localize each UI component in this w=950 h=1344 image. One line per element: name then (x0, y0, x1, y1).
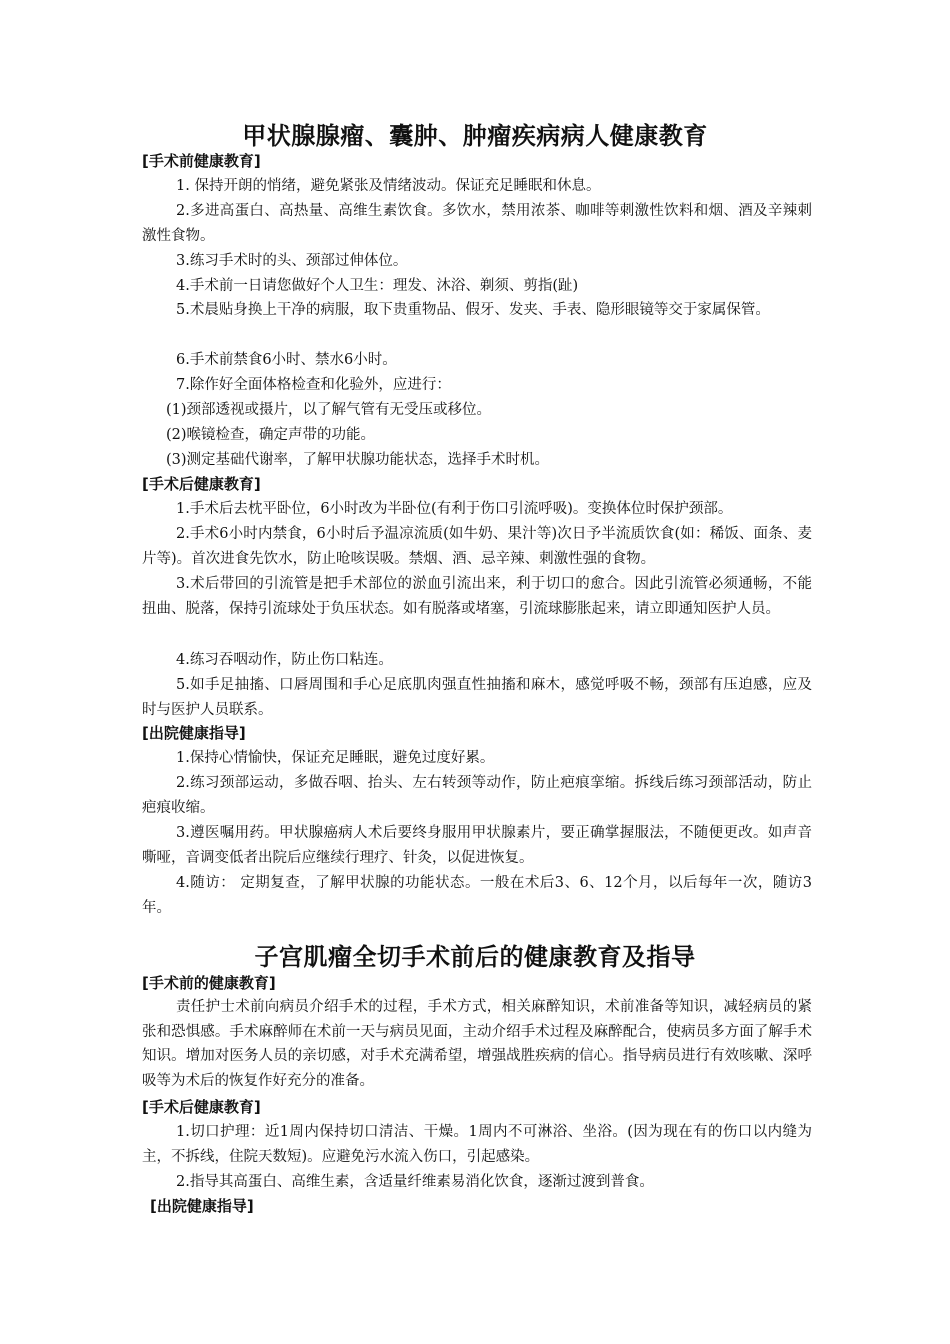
doc1-postop-item-2: 2.手术6小时内禁食，6小时后予温凉流质(如牛奶、果汁等)次日予半流质饮食(如：稀饭、面条、麦片等)。首次进食先饮水，防止呛咳误吸。禁烟、酒、忌辛辣、刺激性强的食物。 (142, 526, 812, 567)
doc2-preop-heading: [手术前的健康教育] (142, 974, 276, 992)
doc1-postop-item-1: 1.手术后去枕平卧位，6小时改为半卧位(有利于伤口引流呼吸)。变换体位时保护颈部。 (176, 501, 733, 517)
doc1-preop-subitem-1: (1)颈部透视或摄片，以了解气管有无受压或移位。 (166, 402, 492, 418)
doc1-discharge-item-3: 3.遵医嘱用药。甲状腺癌病人术后要终身服用甲状腺素片，要正确掌握服法，不随便更改。如声音嘶哑，音调变低者出院后应继续行理疗、针灸，以促进恢复。 (142, 825, 812, 866)
doc2-postop-item-2: 2.指导其高蛋白、高维生素，含适量纤维素易消化饮食，逐渐过渡到普食。 (176, 1174, 654, 1190)
doc1-postop-item-4: 4.练习吞咽动作，防止伤口粘连。 (176, 652, 393, 668)
doc2-postop-heading: [手术后健康教育] (142, 1098, 261, 1116)
doc1-preop-heading: [手术前健康教育] (142, 152, 261, 170)
doc2-discharge-heading: [出院健康指导] (150, 1197, 254, 1215)
doc1-postop-item-3: 3.术后带回的引流管是把手术部位的淤血引流出来，利于切口的愈合。因此引流管必须通畅，不能扭曲、脱落，保持引流球处于负压状态。如有脱落或堵塞，引流球膨胀起来，请立即通知医护人员。 (142, 576, 812, 617)
doc1-preop-item-5: 5.术晨贴身换上干净的病服，取下贵重物品、假牙、发夹、手表、隐形眼镜等交于家属保管。 (176, 302, 770, 318)
doc1-discharge-item-1: 1.保持心情愉快，保证充足睡眠，避免过度好累。 (176, 750, 495, 766)
doc2-postop-item-1: 1.切口护理：近1周内保持切口清洁、干燥。1周内不可淋浴、坐浴。(因为现在有的伤口以内缝为主，不拆线，住院天数短)。应避免污水流入伤口，引起感染。 (142, 1124, 812, 1165)
doc1-preop-item-6: 6.手术前禁食6小时、禁水6小时。 (176, 352, 397, 368)
doc1-discharge-heading: [出院健康指导] (142, 724, 246, 742)
doc1-discharge-item-4: 4.随访： 定期复查，了解甲状腺的功能状态。一般在术后3、6、12个月，以后每年一次，随访3年。 (142, 875, 812, 916)
doc1-discharge-item-2: 2.练习颈部运动，多做吞咽、抬头、左右转颈等动作，防止疤痕挛缩。拆线后练习颈部活动，防止疤痕收缩。 (142, 775, 812, 816)
doc1-preop-item-3: 3.练习手术时的头、颈部过伸体位。 (176, 253, 408, 269)
doc2-title: 子宫肌瘤全切手术前后的健康教育及指导 (254, 943, 696, 971)
doc1-title: 甲状腺腺瘤、囊肿、肿瘤疾病病人健康教育 (242, 122, 708, 150)
doc1-preop-item-7: 7.除作好全面体格检查和化验外，应进行： (176, 377, 451, 393)
doc1-preop-subitem-2: (2)喉镜检查，确定声带的功能。 (166, 427, 376, 443)
doc1-preop-item-4: 4.手术前一日请您做好个人卫生：理发、沐浴、剃须、剪指(趾) (176, 278, 579, 294)
doc1-postop-heading: [手术后健康教育] (142, 475, 261, 493)
doc1-postop-item-5: 5.如手足抽搐、口唇周围和手心足底肌肉强直性抽搐和麻木，感觉呼吸不畅，颈部有压迫感，应及时与医护人员联系。 (142, 677, 812, 718)
doc1-preop-item-2: 2.多进高蛋白、高热量、高维生素饮食。多饮水，禁用浓茶、咖啡等刺激性饮料和烟、酒及辛辣刺激性食物。 (142, 203, 812, 244)
doc1-preop-item-1: 1. 保持开朗的悄绪，避免紧张及情绪波动。保证充足睡眠和休息。 (176, 178, 601, 194)
doc2-preop-item-1: 责任护士术前向病员介绍手术的过程，手术方式，相关麻醉知识，术前准备等知识，减轻病员的紧张和恐惧感。手术麻醉师在术前一天与病员见面，主动介绍手术过程及麻醉配合，使病员多方面了解手术知识。增加对医务人员的亲切感，对手术充满希望，增强战胜疾病的信心。指导病员进行有效咳嗽、深呼吸等为术后的恢复作好充分的准备。 (142, 999, 812, 1089)
doc1-preop-subitem-3: (3)测定基础代谢率，了解甲状腺功能状态，选择手术时机。 (166, 452, 550, 468)
